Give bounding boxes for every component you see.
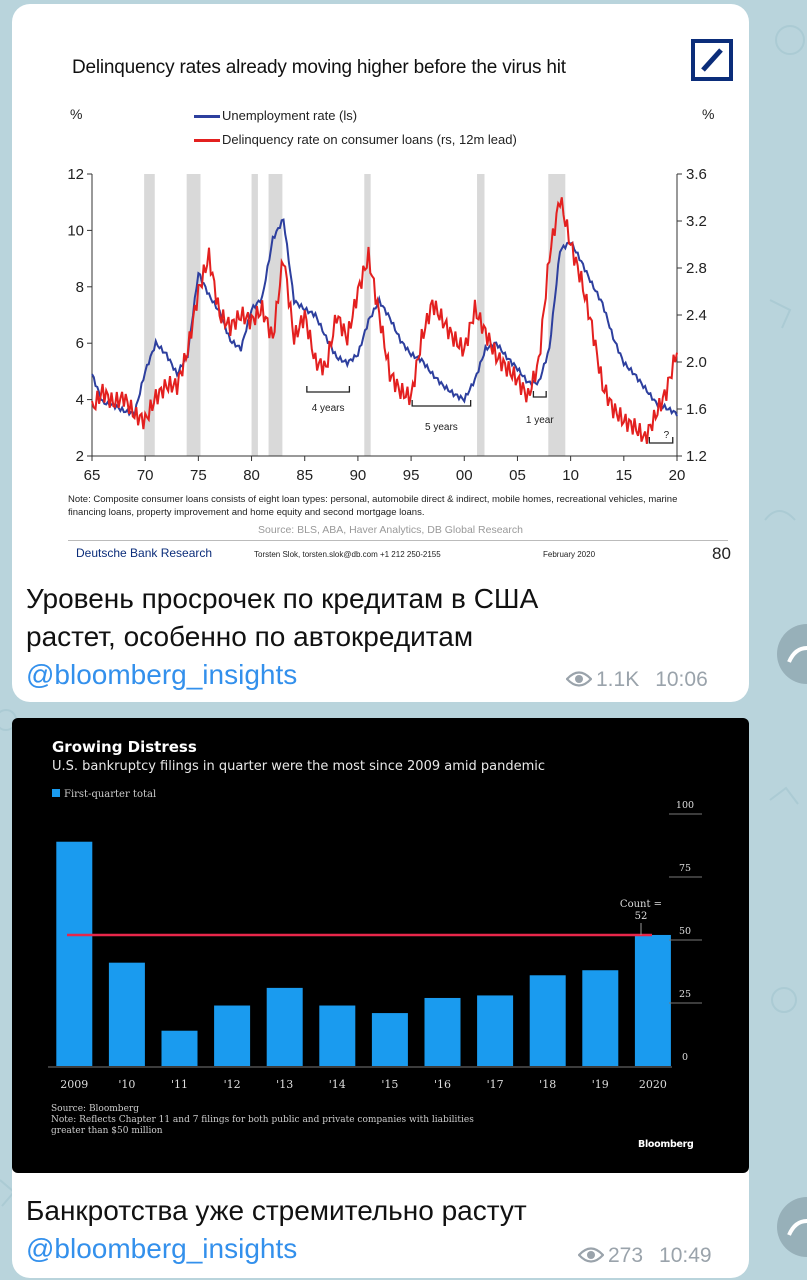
channel-link[interactable]: @bloomberg_insights xyxy=(26,659,298,690)
x-tick-label: 20 xyxy=(668,467,686,484)
right-tick-label: 1.2 xyxy=(686,448,707,465)
x-tick-label: '11 xyxy=(170,1078,189,1091)
bar-chart-plot xyxy=(12,798,749,1098)
right-tick-label: 2.0 xyxy=(686,354,707,371)
right-axis-unit: % xyxy=(702,106,715,122)
y-tick-label: 100 xyxy=(675,800,695,811)
series-line-delinquency xyxy=(92,197,677,443)
x-tick-label: '10 xyxy=(118,1078,136,1091)
bar-'16 xyxy=(425,998,461,1066)
eye-icon xyxy=(578,1246,604,1264)
bracket-label: ? xyxy=(663,430,670,441)
eye-icon xyxy=(566,670,592,688)
x-tick-label: 00 xyxy=(455,467,473,484)
x-tick-label: 90 xyxy=(349,467,367,484)
bracket-label: 5 years xyxy=(425,422,458,433)
footer-divider xyxy=(68,540,728,541)
bar-'19 xyxy=(582,970,618,1066)
share-arrow-icon xyxy=(777,1197,807,1257)
lead-bracket xyxy=(412,400,471,406)
x-tick-label: 10 xyxy=(562,467,579,484)
x-tick-label: '14 xyxy=(328,1078,346,1091)
x-tick-label: '15 xyxy=(381,1078,399,1091)
chart-title: Delinquency rates already moving higher before the virus hit xyxy=(72,57,566,78)
bar-'13 xyxy=(267,988,303,1066)
legend-label: Delinquency rate on consumer loans (rs, 12m lead) xyxy=(222,132,517,147)
bar-'17 xyxy=(477,995,513,1066)
lead-bracket xyxy=(307,386,350,392)
legend-label: Unemployment rate (ls) xyxy=(222,108,358,123)
x-tick-label: 65 xyxy=(83,467,101,484)
footer-author: Torsten Slok, torsten.slok@db.com +1 212 250-2155 xyxy=(254,550,441,559)
bloomberg-logo: Bloomberg xyxy=(638,1139,694,1150)
x-tick-label: 2020 xyxy=(638,1078,667,1091)
chart-source: Source: BLS, ABA, Haver Analytics, DB Global Research xyxy=(258,524,523,536)
chart-source xyxy=(51,1104,474,1137)
right-tick-label: 2.8 xyxy=(686,260,707,277)
left-tick-label: 2 xyxy=(75,448,84,465)
bar-2009 xyxy=(56,842,92,1066)
line-chart-plot xyxy=(22,154,739,494)
footer-organization: Deutsche Bank Research xyxy=(76,546,213,560)
right-tick-label: 2.4 xyxy=(686,307,707,324)
count-value: 52 xyxy=(634,910,648,922)
legend-swatch xyxy=(52,789,60,797)
message-bubble[interactable] xyxy=(12,4,749,702)
view-count: 1.1K xyxy=(596,668,640,691)
x-tick-label: 15 xyxy=(615,467,633,484)
chart-note: Note: Composite consumer loans consists of eight loan types: personal, automobile direct & indirect, mobile homes, recreational vehicles, marine financing loans, property improvement and home equity and second mortgage loans. xyxy=(68,494,678,518)
chart-image-delinquency[interactable] xyxy=(22,14,739,570)
caption-line: Банкротства уже стремительно растут xyxy=(26,1195,527,1226)
count-label: Count = xyxy=(619,898,663,910)
bracket-label: 1 year xyxy=(525,415,554,426)
lead-bracket xyxy=(533,391,546,397)
x-tick-label: '13 xyxy=(276,1078,294,1091)
message-time: 10:49 xyxy=(659,1244,712,1267)
x-tick-label: '19 xyxy=(591,1078,609,1091)
deutsche-bank-logo-icon xyxy=(691,39,733,81)
left-tick-label: 8 xyxy=(75,278,84,296)
legend-item-delinquency xyxy=(194,132,517,147)
y-tick-label: 50 xyxy=(678,926,692,937)
right-tick-label: 1.6 xyxy=(686,401,707,418)
share-button[interactable] xyxy=(777,624,807,684)
lead-bracket xyxy=(649,437,672,443)
footer-page-number: 80 xyxy=(712,544,731,563)
x-tick-label: 75 xyxy=(190,467,207,484)
caption-line: растет, особенно по автокредитам xyxy=(26,621,474,652)
message-time: 10:06 xyxy=(655,668,708,691)
left-tick-label: 6 xyxy=(75,335,84,353)
x-tick-label: '17 xyxy=(486,1078,504,1091)
left-tick-label: 10 xyxy=(67,222,84,240)
legend-swatch-blue xyxy=(194,115,220,118)
x-tick-label: '18 xyxy=(539,1078,557,1091)
x-tick-label: '12 xyxy=(223,1078,241,1091)
message-meta xyxy=(578,1244,712,1268)
view-count: 273 xyxy=(608,1244,644,1267)
legend-item-unemployment xyxy=(194,108,357,123)
chart-subtitle: U.S. bankruptcy filings in quarter were the most since 2009 amid pandemic xyxy=(52,759,546,774)
chart-image-bankruptcy[interactable] xyxy=(12,718,749,1173)
right-tick-label: 3.2 xyxy=(686,213,707,230)
caption-line: Уровень просрочек по кредитам в США xyxy=(26,583,539,614)
left-tick-label: 12 xyxy=(67,166,84,183)
x-tick-label: 95 xyxy=(402,467,420,484)
bar-'15 xyxy=(372,1013,408,1066)
message-bubble[interactable] xyxy=(12,718,749,1278)
source-line: Note: Reflects Chapter 11 and 7 filings for both public and private companies with liabilities xyxy=(51,1115,474,1125)
message-text xyxy=(26,580,538,694)
source-line: greater than $50 million xyxy=(51,1126,163,1136)
x-tick-label: '16 xyxy=(433,1078,452,1091)
message-text xyxy=(26,1192,527,1268)
bar-'12 xyxy=(214,1006,250,1066)
legend-label: First-quarter total xyxy=(64,789,157,800)
share-arrow-icon xyxy=(777,624,807,684)
x-tick-label: 2009 xyxy=(60,1078,89,1091)
channel-link[interactable]: @bloomberg_insights xyxy=(26,1233,298,1264)
x-tick-label: 85 xyxy=(296,467,314,484)
bar-'14 xyxy=(319,1006,355,1066)
bar-'11 xyxy=(162,1031,198,1066)
left-tick-label: 4 xyxy=(75,391,84,409)
source-line: Source: Bloomberg xyxy=(51,1104,139,1114)
bar-'10 xyxy=(109,963,145,1066)
bar-'18 xyxy=(530,975,566,1066)
bracket-label: 4 years xyxy=(311,403,345,414)
y-tick-label: 25 xyxy=(678,989,692,1000)
y-tick-label: 0 xyxy=(681,1052,689,1063)
share-button[interactable] xyxy=(777,1197,807,1257)
bar-2020 xyxy=(635,935,671,1066)
message-meta xyxy=(566,668,708,692)
x-tick-label: 70 xyxy=(136,467,154,484)
x-tick-label: 80 xyxy=(243,467,260,484)
left-axis-unit: % xyxy=(70,106,83,122)
footer-date: February 2020 xyxy=(543,550,596,559)
y-tick-label: 75 xyxy=(678,863,692,874)
right-tick-label: 3.6 xyxy=(686,166,707,183)
x-tick-label: 05 xyxy=(509,467,526,484)
chart-title: Growing Distress xyxy=(52,738,197,756)
recession-band xyxy=(364,174,370,456)
legend-swatch-red xyxy=(194,139,220,142)
